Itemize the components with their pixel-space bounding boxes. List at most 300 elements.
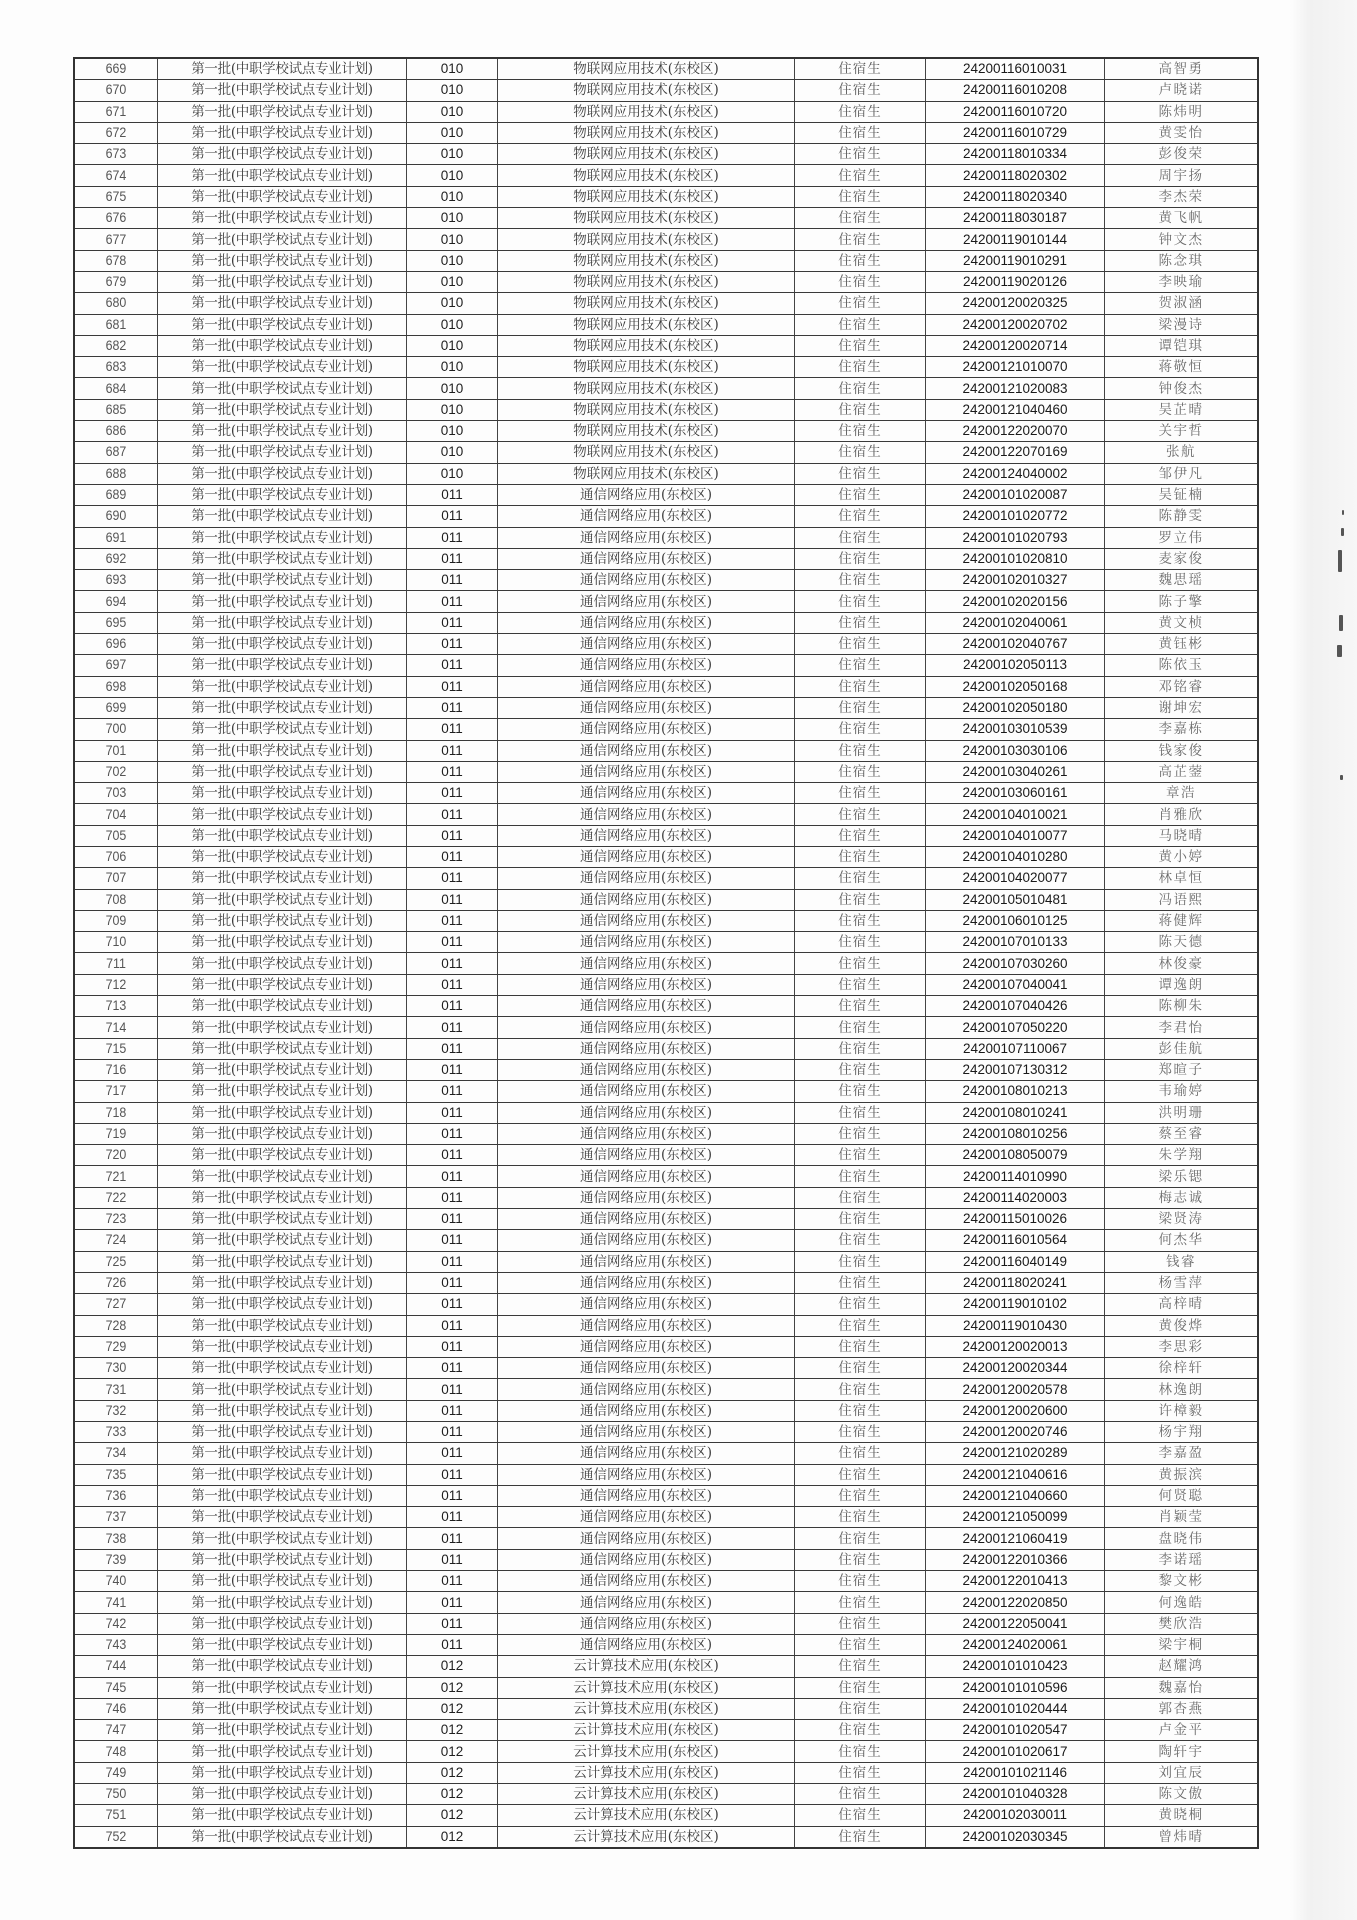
cell-batch: 第一批(中职学校试点专业计划) [158, 1251, 407, 1272]
cell-student-name: 林逸朗 [1105, 1379, 1259, 1400]
cell-student-type: 住宿生 [795, 165, 926, 186]
cell-major-name: 通信网络应用(东校区) [498, 1230, 795, 1251]
cell-exam-id: 24200108010241 [926, 1102, 1105, 1123]
cell-major-name: 云计算技术应用(东校区) [498, 1677, 795, 1698]
cell-batch: 第一批(中职学校试点专业计划) [158, 378, 407, 399]
cell-major-name: 通信网络应用(东校区) [498, 1272, 795, 1293]
cell-major-name: 通信网络应用(东校区) [498, 676, 795, 697]
cell-seq-no: 694 [77, 591, 154, 612]
cell-exam-id: 24200114020003 [926, 1187, 1105, 1208]
cell-major-name: 通信网络应用(东校区) [498, 1187, 795, 1208]
cell-seq-no: 721 [77, 1166, 154, 1187]
cell-student-type: 住宿生 [795, 1017, 926, 1038]
cell-batch: 第一批(中职学校试点专业计划) [158, 1826, 407, 1848]
cell-batch: 第一批(中职学校试点专业计划) [158, 293, 407, 314]
cell-student-name: 冯语熙 [1105, 889, 1259, 910]
table-row [74, 58, 1258, 80]
cell-student-type: 住宿生 [795, 910, 926, 931]
cell-student-type: 住宿生 [795, 1571, 926, 1592]
cell-student-name: 马晓晴 [1105, 825, 1259, 846]
cell-seq-no: 673 [77, 144, 154, 165]
cell-exam-id: 24200120020600 [926, 1400, 1105, 1421]
cell-batch: 第一批(中职学校试点专业计划) [158, 1528, 407, 1549]
cell-major-code: 010 [407, 144, 498, 165]
cell-major-code: 011 [407, 1315, 498, 1336]
cell-major-name: 通信网络应用(东校区) [498, 1634, 795, 1655]
cell-major-code: 010 [407, 165, 498, 186]
table-row [74, 1059, 1258, 1080]
table-row [74, 1038, 1258, 1059]
cell-student-type: 住宿生 [795, 1528, 926, 1549]
cell-batch: 第一批(中职学校试点专业计划) [158, 868, 407, 889]
cell-major-code: 011 [407, 1209, 498, 1230]
table-row [74, 1336, 1258, 1357]
table-row [74, 761, 1258, 782]
cell-major-code: 010 [407, 208, 498, 229]
cell-major-code: 011 [407, 676, 498, 697]
cell-student-name: 黄俊烨 [1105, 1315, 1259, 1336]
cell-exam-id: 24200102050168 [926, 676, 1105, 697]
table-row [74, 1656, 1258, 1677]
cell-major-code: 011 [407, 1187, 498, 1208]
cell-batch: 第一批(中职学校试点专业计划) [158, 676, 407, 697]
cell-batch: 第一批(中职学校试点专业计划) [158, 761, 407, 782]
cell-student-type: 住宿生 [795, 996, 926, 1017]
cell-exam-id: 24200107030260 [926, 953, 1105, 974]
cell-seq-no: 725 [77, 1251, 154, 1272]
cell-major-name: 云计算技术应用(东校区) [498, 1805, 795, 1826]
table-row [74, 442, 1258, 463]
cell-student-name: 林俊豪 [1105, 953, 1259, 974]
cell-seq-no: 693 [77, 570, 154, 591]
cell-exam-id: 24200114010990 [926, 1166, 1105, 1187]
table-row [74, 229, 1258, 250]
cell-student-name: 洪明珊 [1105, 1102, 1259, 1123]
cell-batch: 第一批(中职学校试点专业计划) [158, 1017, 407, 1038]
cell-major-code: 011 [407, 591, 498, 612]
table-row [74, 1464, 1258, 1485]
scan-artifact [1338, 550, 1342, 572]
table-row [74, 186, 1258, 207]
cell-batch: 第一批(中职学校试点专业计划) [158, 634, 407, 655]
cell-student-name: 钱睿 [1105, 1251, 1259, 1272]
roster-body [74, 58, 1258, 1848]
cell-exam-id: 24200121010070 [926, 357, 1105, 378]
cell-student-type: 住宿生 [795, 676, 926, 697]
cell-student-type: 住宿生 [795, 1123, 926, 1144]
cell-exam-id: 24200121020083 [926, 378, 1105, 399]
cell-major-code: 010 [407, 101, 498, 122]
cell-major-code: 011 [407, 1379, 498, 1400]
cell-major-name: 通信网络应用(东校区) [498, 1017, 795, 1038]
table-row [74, 1677, 1258, 1698]
cell-major-name: 通信网络应用(东校区) [498, 484, 795, 505]
cell-major-code: 011 [407, 1634, 498, 1655]
cell-student-type: 住宿生 [795, 591, 926, 612]
cell-seq-no: 670 [77, 80, 154, 101]
cell-student-name: 卢金平 [1105, 1720, 1259, 1741]
cell-student-type: 住宿生 [795, 1485, 926, 1506]
cell-seq-no: 719 [77, 1123, 154, 1144]
cell-seq-no: 711 [77, 953, 154, 974]
cell-seq-no: 722 [77, 1187, 154, 1208]
table-row [74, 1698, 1258, 1719]
cell-batch: 第一批(中职学校试点专业计划) [158, 1677, 407, 1698]
cell-exam-id: 24200107110067 [926, 1038, 1105, 1059]
cell-seq-no: 671 [77, 101, 154, 122]
cell-major-name: 通信网络应用(东校区) [498, 570, 795, 591]
table-row [74, 378, 1258, 399]
cell-student-type: 住宿生 [795, 378, 926, 399]
cell-seq-no: 679 [77, 271, 154, 292]
cell-batch: 第一批(中职学校试点专业计划) [158, 484, 407, 505]
cell-batch: 第一批(中职学校试点专业计划) [158, 1038, 407, 1059]
cell-batch: 第一批(中职学校试点专业计划) [158, 1400, 407, 1421]
scan-artifact [1342, 510, 1344, 515]
table-row [74, 804, 1258, 825]
cell-major-name: 通信网络应用(东校区) [498, 932, 795, 953]
cell-seq-no: 691 [77, 527, 154, 548]
cell-exam-id: 24200116010208 [926, 80, 1105, 101]
cell-student-type: 住宿生 [795, 634, 926, 655]
cell-student-type: 住宿生 [795, 463, 926, 484]
cell-major-name: 云计算技术应用(东校区) [498, 1656, 795, 1677]
table-row [74, 122, 1258, 143]
cell-student-type: 住宿生 [795, 761, 926, 782]
cell-batch: 第一批(中职学校试点专业计划) [158, 1379, 407, 1400]
cell-major-code: 011 [407, 1336, 498, 1357]
cell-seq-no: 686 [77, 421, 154, 442]
table-row [74, 527, 1258, 548]
cell-student-name: 陈念琪 [1105, 250, 1259, 271]
cell-seq-no: 748 [77, 1741, 154, 1762]
cell-major-name: 通信网络应用(东校区) [498, 889, 795, 910]
cell-seq-no: 745 [77, 1677, 154, 1698]
cell-student-type: 住宿生 [795, 271, 926, 292]
cell-student-type: 住宿生 [795, 1059, 926, 1080]
cell-seq-no: 743 [77, 1634, 154, 1655]
cell-exam-id: 24200124020061 [926, 1634, 1105, 1655]
cell-seq-no: 710 [77, 932, 154, 953]
cell-batch: 第一批(中职学校试点专业计划) [158, 527, 407, 548]
scan-artifact [1337, 645, 1342, 657]
cell-exam-id: 24200115010026 [926, 1209, 1105, 1230]
cell-major-name: 通信网络应用(东校区) [498, 1123, 795, 1144]
table-row [74, 101, 1258, 122]
cell-seq-no: 727 [77, 1294, 154, 1315]
table-row [74, 250, 1258, 271]
cell-student-name: 吴钲楠 [1105, 484, 1259, 505]
cell-student-type: 住宿生 [795, 1698, 926, 1719]
cell-major-name: 云计算技术应用(东校区) [498, 1826, 795, 1848]
cell-exam-id: 24200116010720 [926, 101, 1105, 122]
cell-batch: 第一批(中职学校试点专业计划) [158, 1592, 407, 1613]
table-row [74, 421, 1258, 442]
cell-major-code: 012 [407, 1677, 498, 1698]
cell-major-name: 云计算技术应用(东校区) [498, 1762, 795, 1783]
cell-student-type: 住宿生 [795, 1741, 926, 1762]
cell-major-name: 通信网络应用(东校区) [498, 1336, 795, 1357]
cell-student-name: 蒋健辉 [1105, 910, 1259, 931]
cell-exam-id: 24200116010729 [926, 122, 1105, 143]
cell-batch: 第一批(中职学校试点专业计划) [158, 314, 407, 335]
cell-major-name: 通信网络应用(东校区) [498, 868, 795, 889]
cell-student-name: 周宇扬 [1105, 165, 1259, 186]
cell-student-name: 李杰荣 [1105, 186, 1259, 207]
table-row [74, 1805, 1258, 1826]
cell-exam-id: 24200103040261 [926, 761, 1105, 782]
cell-major-name: 通信网络应用(东校区) [498, 1422, 795, 1443]
cell-seq-no: 752 [77, 1826, 154, 1848]
cell-major-name: 通信网络应用(东校区) [498, 634, 795, 655]
cell-seq-no: 718 [77, 1102, 154, 1123]
cell-exam-id: 24200105010481 [926, 889, 1105, 910]
cell-seq-no: 740 [77, 1571, 154, 1592]
cell-student-name: 梁贤涛 [1105, 1209, 1259, 1230]
cell-major-code: 011 [407, 996, 498, 1017]
cell-major-name: 物联网应用技术(东校区) [498, 442, 795, 463]
cell-student-name: 陈炜明 [1105, 101, 1259, 122]
cell-major-name: 通信网络应用(东校区) [498, 1443, 795, 1464]
cell-student-name: 樊欣浩 [1105, 1613, 1259, 1634]
cell-seq-no: 697 [77, 655, 154, 676]
table-row [74, 1187, 1258, 1208]
cell-exam-id: 24200102030345 [926, 1826, 1105, 1848]
table-row [74, 889, 1258, 910]
cell-student-type: 住宿生 [795, 1805, 926, 1826]
cell-batch: 第一批(中职学校试点专业计划) [158, 1315, 407, 1336]
cell-major-code: 011 [407, 1549, 498, 1570]
cell-major-code: 011 [407, 846, 498, 867]
cell-exam-id: 24200104020077 [926, 868, 1105, 889]
table-row [74, 1315, 1258, 1336]
cell-student-name: 高梓晴 [1105, 1294, 1259, 1315]
table-row [74, 1528, 1258, 1549]
table-row [74, 293, 1258, 314]
cell-student-name: 黄钰彬 [1105, 634, 1259, 655]
cell-major-name: 通信网络应用(东校区) [498, 1400, 795, 1421]
cell-exam-id: 24200104010021 [926, 804, 1105, 825]
cell-major-name: 物联网应用技术(东校区) [498, 399, 795, 420]
admission-roster-table [73, 57, 1259, 1849]
cell-major-name: 物联网应用技术(东校区) [498, 144, 795, 165]
cell-seq-no: 688 [77, 463, 154, 484]
cell-major-code: 011 [407, 527, 498, 548]
cell-batch: 第一批(中职学校试点专业计划) [158, 953, 407, 974]
cell-seq-no: 736 [77, 1485, 154, 1506]
cell-student-name: 黄文桢 [1105, 612, 1259, 633]
cell-student-type: 住宿生 [795, 846, 926, 867]
cell-exam-id: 24200121040460 [926, 399, 1105, 420]
cell-student-name: 黄小婷 [1105, 846, 1259, 867]
cell-batch: 第一批(中职学校试点专业计划) [158, 1698, 407, 1719]
cell-exam-id: 24200121040616 [926, 1464, 1105, 1485]
table-row [74, 1400, 1258, 1421]
cell-major-code: 011 [407, 1507, 498, 1528]
cell-student-name: 刘宜辰 [1105, 1762, 1259, 1783]
table-row [74, 1741, 1258, 1762]
cell-seq-no: 675 [77, 186, 154, 207]
cell-major-name: 物联网应用技术(东校区) [498, 208, 795, 229]
cell-seq-no: 714 [77, 1017, 154, 1038]
cell-student-type: 住宿生 [795, 101, 926, 122]
cell-major-code: 011 [407, 1294, 498, 1315]
cell-seq-no: 680 [77, 293, 154, 314]
cell-student-type: 住宿生 [795, 1677, 926, 1698]
cell-seq-no: 683 [77, 357, 154, 378]
cell-exam-id: 24200102050113 [926, 655, 1105, 676]
cell-student-type: 住宿生 [795, 1166, 926, 1187]
cell-batch: 第一批(中职学校试点专业计划) [158, 442, 407, 463]
cell-student-name: 梁漫诗 [1105, 314, 1259, 335]
cell-major-code: 011 [407, 889, 498, 910]
cell-student-type: 住宿生 [795, 399, 926, 420]
cell-batch: 第一批(中职学校试点专业计划) [158, 1613, 407, 1634]
cell-major-name: 通信网络应用(东校区) [498, 953, 795, 974]
cell-seq-no: 724 [77, 1230, 154, 1251]
cell-student-type: 住宿生 [795, 1294, 926, 1315]
cell-seq-no: 735 [77, 1464, 154, 1485]
cell-student-name: 邓铭睿 [1105, 676, 1259, 697]
cell-exam-id: 24200101020547 [926, 1720, 1105, 1741]
cell-exam-id: 24200101020772 [926, 506, 1105, 527]
cell-exam-id: 24200103030106 [926, 740, 1105, 761]
cell-major-code: 011 [407, 1592, 498, 1613]
cell-batch: 第一批(中职学校试点专业计划) [158, 1187, 407, 1208]
cell-major-code: 011 [407, 655, 498, 676]
cell-student-name: 李君怡 [1105, 1017, 1259, 1038]
cell-major-code: 011 [407, 804, 498, 825]
cell-batch: 第一批(中职学校试点专业计划) [158, 996, 407, 1017]
cell-seq-no: 699 [77, 697, 154, 718]
table-row [74, 612, 1258, 633]
cell-major-code: 010 [407, 271, 498, 292]
table-row [74, 1358, 1258, 1379]
cell-major-code: 010 [407, 229, 498, 250]
cell-major-code: 010 [407, 80, 498, 101]
cell-student-type: 住宿生 [795, 186, 926, 207]
cell-student-name: 梅志诚 [1105, 1187, 1259, 1208]
cell-exam-id: 24200102040767 [926, 634, 1105, 655]
cell-student-name: 朱学翔 [1105, 1145, 1259, 1166]
cell-exam-id: 24200118020241 [926, 1272, 1105, 1293]
table-row [74, 1826, 1258, 1848]
cell-major-code: 012 [407, 1741, 498, 1762]
cell-major-name: 通信网络应用(东校区) [498, 1571, 795, 1592]
cell-exam-id: 24200102040061 [926, 612, 1105, 633]
cell-student-name: 陈静雯 [1105, 506, 1259, 527]
cell-batch: 第一批(中职学校试点专业计划) [158, 1443, 407, 1464]
cell-batch: 第一批(中职学校试点专业计划) [158, 846, 407, 867]
cell-student-type: 住宿生 [795, 335, 926, 356]
cell-major-name: 通信网络应用(东校区) [498, 1102, 795, 1123]
cell-exam-id: 24200108050079 [926, 1145, 1105, 1166]
cell-student-type: 住宿生 [795, 1230, 926, 1251]
cell-student-type: 住宿生 [795, 442, 926, 463]
cell-student-type: 住宿生 [795, 1634, 926, 1655]
cell-seq-no: 701 [77, 740, 154, 761]
cell-exam-id: 24200119010430 [926, 1315, 1105, 1336]
cell-exam-id: 24200102020156 [926, 591, 1105, 612]
cell-student-type: 住宿生 [795, 932, 926, 953]
cell-major-name: 通信网络应用(东校区) [498, 1549, 795, 1570]
cell-exam-id: 24200102050180 [926, 697, 1105, 718]
cell-major-code: 012 [407, 1698, 498, 1719]
cell-seq-no: 713 [77, 996, 154, 1017]
cell-student-name: 黄振滨 [1105, 1464, 1259, 1485]
cell-major-name: 通信网络应用(东校区) [498, 825, 795, 846]
cell-student-type: 住宿生 [795, 314, 926, 335]
scan-artifact [1339, 615, 1343, 631]
cell-student-type: 住宿生 [795, 1826, 926, 1848]
cell-exam-id: 24200120020013 [926, 1336, 1105, 1357]
cell-student-name: 黄雯怡 [1105, 122, 1259, 143]
cell-student-name: 赵耀鸿 [1105, 1656, 1259, 1677]
cell-seq-no: 717 [77, 1081, 154, 1102]
table-row [74, 548, 1258, 569]
cell-batch: 第一批(中职学校试点专业计划) [158, 697, 407, 718]
cell-major-code: 011 [407, 697, 498, 718]
cell-exam-id: 24200120020578 [926, 1379, 1105, 1400]
cell-exam-id: 24200119020126 [926, 271, 1105, 292]
cell-major-name: 通信网络应用(东校区) [498, 612, 795, 633]
cell-exam-id: 24200101010423 [926, 1656, 1105, 1677]
cell-student-type: 住宿生 [795, 1272, 926, 1293]
cell-student-type: 住宿生 [795, 804, 926, 825]
cell-exam-id: 24200104010280 [926, 846, 1105, 867]
cell-exam-id: 24200122050041 [926, 1613, 1105, 1634]
cell-major-name: 通信网络应用(东校区) [498, 910, 795, 931]
cell-major-code: 011 [407, 570, 498, 591]
cell-student-name: 梁乐锶 [1105, 1166, 1259, 1187]
cell-major-name: 云计算技术应用(东校区) [498, 1720, 795, 1741]
cell-exam-id: 24200101020617 [926, 1741, 1105, 1762]
cell-major-code: 011 [407, 1145, 498, 1166]
cell-batch: 第一批(中职学校试点专业计划) [158, 229, 407, 250]
cell-seq-no: 741 [77, 1592, 154, 1613]
cell-major-code: 010 [407, 58, 498, 80]
cell-seq-no: 730 [77, 1358, 154, 1379]
cell-student-type: 住宿生 [795, 293, 926, 314]
cell-exam-id: 24200106010125 [926, 910, 1105, 931]
cell-exam-id: 24200121020289 [926, 1443, 1105, 1464]
cell-major-code: 010 [407, 293, 498, 314]
table-row [74, 1209, 1258, 1230]
cell-seq-no: 731 [77, 1379, 154, 1400]
cell-student-type: 住宿生 [795, 1209, 926, 1230]
cell-seq-no: 738 [77, 1528, 154, 1549]
cell-batch: 第一批(中职学校试点专业计划) [158, 1123, 407, 1144]
cell-major-code: 011 [407, 634, 498, 655]
table-row [74, 1784, 1258, 1805]
cell-exam-id: 24200107040426 [926, 996, 1105, 1017]
cell-student-type: 住宿生 [795, 1762, 926, 1783]
cell-major-code: 011 [407, 1485, 498, 1506]
cell-batch: 第一批(中职学校试点专业计划) [158, 1656, 407, 1677]
cell-major-name: 物联网应用技术(东校区) [498, 229, 795, 250]
cell-batch: 第一批(中职学校试点专业计划) [158, 1166, 407, 1187]
cell-batch: 第一批(中职学校试点专业计划) [158, 548, 407, 569]
cell-major-name: 通信网络应用(东校区) [498, 1081, 795, 1102]
cell-student-type: 住宿生 [795, 1720, 926, 1741]
cell-student-name: 林卓恒 [1105, 868, 1259, 889]
cell-student-type: 住宿生 [795, 1464, 926, 1485]
cell-student-type: 住宿生 [795, 825, 926, 846]
cell-exam-id: 24200101021146 [926, 1762, 1105, 1783]
cell-student-type: 住宿生 [795, 1507, 926, 1528]
cell-major-code: 010 [407, 442, 498, 463]
cell-major-name: 通信网络应用(东校区) [498, 591, 795, 612]
